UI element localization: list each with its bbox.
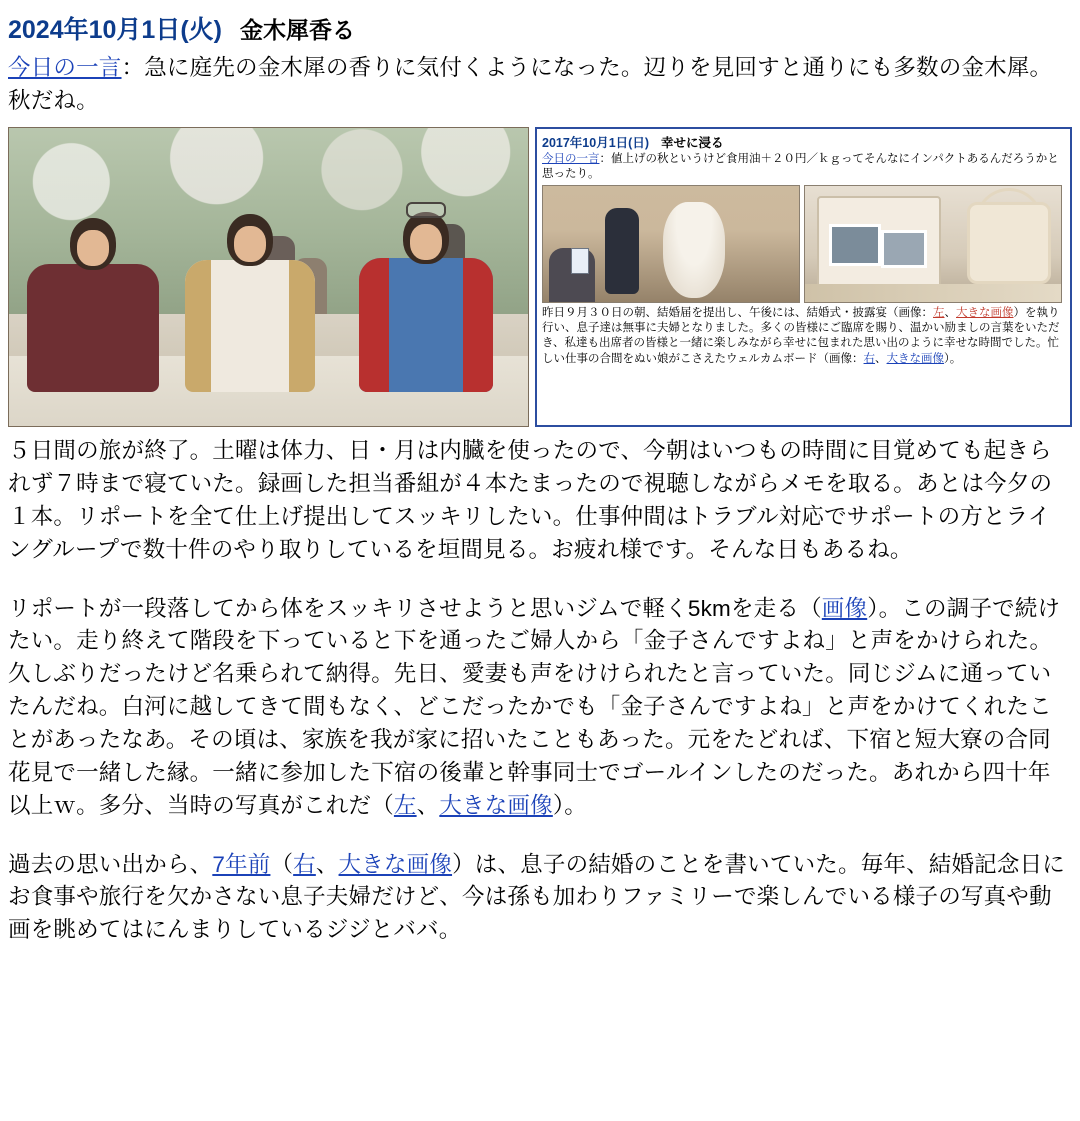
person-body bbox=[27, 264, 159, 392]
body-paragraph-3 bbox=[8, 849, 1072, 948]
person-face bbox=[77, 230, 109, 266]
groom-figure bbox=[605, 208, 639, 294]
bride-figure bbox=[663, 202, 725, 298]
welcome-board-photo[interactable] bbox=[804, 185, 1062, 303]
entry-date: 2024年10月1日(火) bbox=[8, 16, 222, 44]
inline-link[interactable]: 右 bbox=[293, 851, 316, 877]
text-run: 、 bbox=[875, 352, 887, 365]
inline-link[interactable]: 左 bbox=[933, 307, 945, 320]
person-face bbox=[410, 224, 442, 260]
past-entry-header bbox=[542, 133, 1065, 151]
past-entry-date: 2017年10月1日(日) bbox=[542, 136, 649, 151]
text-run: 、 bbox=[416, 792, 440, 818]
inline-link[interactable]: 大きな画像 bbox=[439, 792, 553, 818]
glasses-icon bbox=[406, 202, 446, 218]
past-lead-text: 値上げの秋というけど食用油＋２０円／ｋｇってそんなにインパクトあるんだろうかと思ったり。 bbox=[542, 153, 1059, 181]
text-run: 過去の思い出から、 bbox=[8, 851, 213, 877]
photo-frame bbox=[881, 230, 927, 268]
past-lead-separator: ： bbox=[599, 153, 611, 166]
entry-subject: 金木犀香る bbox=[239, 17, 355, 43]
person-vest bbox=[185, 260, 315, 392]
text-run: 、 bbox=[944, 307, 956, 320]
inline-link[interactable]: 大きな画像 bbox=[338, 851, 453, 877]
text-run: ５日間の旅が終了。土曜は体力、日・月は内臓を使ったので、今朝はいつもの時間に目覚めても起きられず７時まで寝ていた。録画した担当番組が４本たまったので視聴しながらメモを取る。あとは今夕の１本。リポートを全て仕上げ提出してスッキリしたい。仕事仲間はトラブル対応でサポートの方とライングループで数十件のやり取りしているを垣間見る。お疲れ様です。そんな日もあるね。 bbox=[8, 438, 1053, 562]
inline-link[interactable]: 大きな画像 bbox=[886, 352, 945, 365]
ribbon-decoration bbox=[805, 284, 1061, 302]
person-face bbox=[234, 226, 266, 262]
body-paragraph-1 bbox=[8, 435, 1072, 566]
lead-separator: ： bbox=[121, 55, 145, 80]
text-run: ）。 bbox=[552, 792, 587, 818]
past-hitokoto-link[interactable]: 今日の一言 bbox=[542, 153, 600, 166]
person-vest bbox=[359, 258, 493, 392]
body-paragraph-2 bbox=[8, 593, 1072, 823]
text-run: ）を執り行い、息子達は無事に夫婦となりました。多くの皆様にご臨席を賜り、温かい励ましの言葉をいただき、私達も出席者の皆様と一緒に楽しみながら幸せに包まれた思い出のように幸せな時間でした。忙しい仕事の合間をぬい娘がこさえたウェルカムボード（画像： bbox=[542, 307, 1060, 365]
person-body bbox=[359, 258, 493, 392]
past-entry-photos bbox=[542, 185, 1065, 303]
entry-header bbox=[8, 10, 1074, 46]
past-entry-lead bbox=[542, 152, 1065, 182]
lead-paragraph bbox=[8, 52, 1072, 117]
smartphone-icon bbox=[571, 248, 589, 274]
past-entry-subject: 幸せに浸る bbox=[661, 136, 724, 151]
past-entry-caption bbox=[542, 306, 1065, 367]
text-run: リポートが一段落してから体をスッキリさせようと思いジムで軽く5kmを走る（ bbox=[8, 595, 822, 621]
inline-link[interactable]: 左 bbox=[393, 792, 417, 818]
gift-basket bbox=[967, 202, 1051, 284]
photo-person-center bbox=[185, 260, 315, 392]
text-run: ）。 bbox=[944, 352, 962, 365]
person-body bbox=[185, 260, 315, 392]
text-run: 昨日９月３０日の朝、結婚届を提出し、午後には、結婚式・披露宴（画像： bbox=[542, 307, 933, 320]
photo-person-right bbox=[359, 258, 493, 392]
photo-person-left bbox=[27, 264, 159, 392]
inline-link[interactable]: 7年前 bbox=[212, 851, 271, 877]
inline-link[interactable]: 右 bbox=[863, 352, 876, 365]
past-entry-panel[interactable] bbox=[535, 127, 1072, 427]
image-band bbox=[8, 127, 1072, 427]
wedding-ceremony-photo[interactable] bbox=[542, 185, 800, 303]
text-run: 、 bbox=[315, 851, 339, 877]
hanami-photo[interactable] bbox=[8, 127, 529, 427]
inline-link[interactable]: 大きな画像 bbox=[956, 307, 1014, 320]
photo-frame bbox=[829, 224, 881, 266]
text-run: ）は、息子の結婚のことを書いていた。毎年、結婚記念日にお食事や旅行を欠かさない息子夫婦だけど、今は孫も加わりファミリーで楽しんでいる様子の写真や動画を眺めてはにんまりしているジジとババ。 bbox=[8, 851, 1065, 943]
inline-link[interactable]: 画像 bbox=[821, 595, 868, 621]
lead-text: 急に庭先の金木犀の香りに気付くようになった。辺りを見回すと通りにも多数の金木犀。秋だね。 bbox=[8, 55, 1053, 113]
text-run: （ bbox=[270, 851, 294, 877]
text-run: ）。この調子で続けたい。走り終えて階段を下っていると下を通ったご婦人から「金子さんですよね」と声をかけられた。久しぶりだったけど名乗られて納得。先日、愛妻も声をけけられたと言っていた。同じジムに通っていたんだね。白河に越してきて間もなく、どこだったかでも「金子さんですよね」と声をかけてくれたことがあったなあ。その頃は、家族を我が家に招いたこともあった。元をたどれば、下宿と短大寮の合同花見で一緒した縁。一緒に参加した下宿の後輩と幹事同士でゴールインしたのだった。あれから四十年以上ｗ。多分、当時の写真がこれだ（ bbox=[8, 595, 1061, 818]
hitokoto-link[interactable]: 今日の一言 bbox=[8, 55, 122, 80]
